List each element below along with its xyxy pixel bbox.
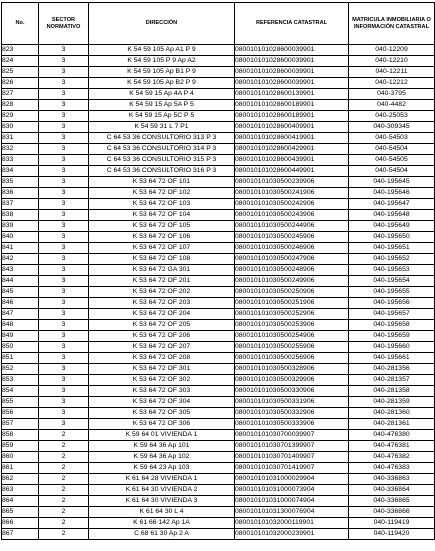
- row-registration: 040-195657: [349, 309, 435, 320]
- row-address: K 61 64 28 VIVIENDA 1: [89, 474, 235, 485]
- row-sector: 3: [39, 353, 89, 364]
- row-registration: 040-195660: [349, 342, 435, 353]
- row-registration: 040-12211: [349, 67, 435, 78]
- row-sector: 3: [39, 309, 89, 320]
- row-address: K 54 59 105 Ap B2 P 9: [89, 78, 235, 89]
- table-row: [2, 298, 435, 309]
- row-registration: 040-281358: [349, 386, 435, 397]
- row-registration: 040-195653: [349, 265, 435, 276]
- row-registration: 040-195652: [349, 254, 435, 265]
- table-row: [2, 529, 435, 540]
- row-address: C 68 61 30 Ap 2 A: [89, 529, 235, 540]
- row-cadastral-ref: 080010101030500251906: [235, 298, 349, 309]
- row-registration: 040-336864: [349, 485, 435, 496]
- row-registration: 040-119420: [349, 529, 435, 540]
- table-row: [2, 78, 435, 89]
- row-sector: 3: [39, 111, 89, 122]
- table-row: [2, 287, 435, 298]
- row-sector: 3: [39, 78, 89, 89]
- table-row: [2, 221, 435, 232]
- row-number: 824: [2, 56, 39, 67]
- row-sector: 2: [39, 452, 89, 463]
- row-registration: 040-336866: [349, 507, 435, 518]
- row-registration: 040-195655: [349, 287, 435, 298]
- row-address: K 53 64 72 OF 303: [89, 386, 235, 397]
- row-registration: 040-336865: [349, 496, 435, 507]
- row-registration: 040-119419: [349, 518, 435, 529]
- row-registration: 040-195651: [349, 243, 435, 254]
- table-row: [2, 441, 435, 452]
- table-row: [2, 419, 435, 430]
- row-registration: 040-54503: [349, 133, 435, 144]
- row-cadastral-ref: 080010101030701399907: [235, 441, 349, 452]
- row-cadastral-ref: 080010101030500254906: [235, 331, 349, 342]
- row-registration: 040-3795: [349, 89, 435, 100]
- table-row: [2, 496, 435, 507]
- table-row: [2, 320, 435, 331]
- row-address: K 53 64 72 OF 102: [89, 188, 235, 199]
- table-body: [2, 45, 435, 540]
- row-sector: 2: [39, 529, 89, 540]
- row-cadastral-ref: 080010101031000029904: [235, 474, 349, 485]
- row-registration: 040-281361: [349, 419, 435, 430]
- row-registration: 040-336863: [349, 474, 435, 485]
- row-registration: 040-476380: [349, 430, 435, 441]
- row-registration: 040-281359: [349, 397, 435, 408]
- row-sector: 3: [39, 133, 89, 144]
- table-row: [2, 265, 435, 276]
- row-number: 833: [2, 155, 39, 166]
- row-cadastral-ref: 080010101030500328906: [235, 364, 349, 375]
- row-cadastral-ref: 080010101030500253906: [235, 320, 349, 331]
- row-address: K 61 66 142 Ap 1A: [89, 518, 235, 529]
- row-cadastral-ref: 080010101028600039901: [235, 78, 349, 89]
- row-registration: 040-25053: [349, 111, 435, 122]
- table-row: [2, 67, 435, 78]
- row-cadastral-ref: 080010101028600439901: [235, 155, 349, 166]
- row-cadastral-ref: 080010101030500244906: [235, 221, 349, 232]
- row-number: 854: [2, 386, 39, 397]
- row-address: K 53 64 72 OF 104: [89, 210, 235, 221]
- row-address: K 54 59 31 L 7 P1: [89, 122, 235, 133]
- row-registration: 040-12209: [349, 45, 435, 56]
- row-number: 852: [2, 364, 39, 375]
- row-number: 823: [2, 45, 39, 56]
- row-address: K 54 59 105 P 9 Ap A2: [89, 56, 235, 67]
- table-row: [2, 166, 435, 177]
- row-cadastral-ref: 080010101030500247906: [235, 254, 349, 265]
- table-row: [2, 518, 435, 529]
- row-sector: 3: [39, 276, 89, 287]
- row-address: K 53 64 72 OF 305: [89, 408, 235, 419]
- row-registration: 040-54504: [349, 144, 435, 155]
- row-number: 841: [2, 243, 39, 254]
- row-cadastral-ref: 080010101030500256906: [235, 353, 349, 364]
- row-number: 853: [2, 375, 39, 386]
- table-row: [2, 133, 435, 144]
- table-row: [2, 375, 435, 386]
- table-row: [2, 276, 435, 287]
- row-address: K 53 64 72 OF 108: [89, 254, 235, 265]
- row-sector: 3: [39, 122, 89, 133]
- row-sector: 3: [39, 331, 89, 342]
- row-cadastral-ref: 080010101030500252906: [235, 309, 349, 320]
- header-sector: SECTOR NORMATIVO: [39, 3, 89, 45]
- table-row: [2, 155, 435, 166]
- row-sector: 3: [39, 166, 89, 177]
- row-number: 866: [2, 518, 39, 529]
- header-matricula: MATRICULA INMOBILIARIA O INFORMACIÓN CATASTRAL: [349, 3, 435, 45]
- row-cadastral-ref: 080010101030500242906: [235, 199, 349, 210]
- row-number: 839: [2, 221, 39, 232]
- row-cadastral-ref: 080010101032000239901: [235, 529, 349, 540]
- row-cadastral-ref: 080010101028600449901: [235, 166, 349, 177]
- row-cadastral-ref: 080010101030500330906: [235, 386, 349, 397]
- row-registration: 040-195647: [349, 199, 435, 210]
- row-address: K 61 64 30 VIVIENDA 2: [89, 485, 235, 496]
- row-sector: 3: [39, 386, 89, 397]
- table-row: [2, 463, 435, 474]
- table-row: [2, 309, 435, 320]
- row-cadastral-ref: 080010101030500250906: [235, 287, 349, 298]
- row-number: 865: [2, 507, 39, 518]
- table-row: [2, 45, 435, 56]
- row-cadastral-ref: 080010101030500332906: [235, 408, 349, 419]
- row-number: 857: [2, 419, 39, 430]
- row-address: K 53 64 72 GA 301: [89, 265, 235, 276]
- table-row: [2, 474, 435, 485]
- table-row: [2, 408, 435, 419]
- row-registration: 040-195654: [349, 276, 435, 287]
- row-registration: 040-195656: [349, 298, 435, 309]
- row-cadastral-ref: 080010101030500333906: [235, 419, 349, 430]
- row-address: K 53 64 72 OF 106: [89, 232, 235, 243]
- row-sector: 3: [39, 210, 89, 221]
- row-address: K 59 64 01 VIVIENDA 1: [89, 430, 235, 441]
- row-cadastral-ref: 080010101028600189901: [235, 100, 349, 111]
- row-address: C 64 53 36 CONSULTORIO 315 P 3: [89, 155, 235, 166]
- row-number: 861: [2, 463, 39, 474]
- row-number: 856: [2, 408, 39, 419]
- row-sector: 3: [39, 155, 89, 166]
- row-sector: 3: [39, 232, 89, 243]
- row-sector: 2: [39, 496, 89, 507]
- row-number: 850: [2, 342, 39, 353]
- row-registration: 040-195658: [349, 320, 435, 331]
- row-sector: 2: [39, 463, 89, 474]
- row-sector: 3: [39, 254, 89, 265]
- row-cadastral-ref: 080010101028600419901: [235, 133, 349, 144]
- row-registration: 040-476382: [349, 452, 435, 463]
- row-number: 826: [2, 78, 39, 89]
- row-sector: 3: [39, 408, 89, 419]
- row-cadastral-ref: 080010101030500331906: [235, 397, 349, 408]
- row-address: K 61 64 30 L 4: [89, 507, 235, 518]
- row-cadastral-ref: 080010101030500329906: [235, 375, 349, 386]
- row-cadastral-ref: 080010101030700039907: [235, 430, 349, 441]
- table-row: [2, 364, 435, 375]
- row-registration: 040-195659: [349, 331, 435, 342]
- row-cadastral-ref: 080010101031000073904: [235, 485, 349, 496]
- row-sector: 3: [39, 342, 89, 353]
- row-address: K 53 64 72 OF 205: [89, 320, 235, 331]
- table-row: [2, 353, 435, 364]
- row-number: 828: [2, 100, 39, 111]
- row-address: K 53 64 72 OF 207: [89, 342, 235, 353]
- row-address: C 64 53 36 CONSULTORIO 314 P 3: [89, 144, 235, 155]
- row-number: 840: [2, 232, 39, 243]
- row-number: 838: [2, 210, 39, 221]
- row-registration: 040-195648: [349, 210, 435, 221]
- row-number: 825: [2, 67, 39, 78]
- row-number: 836: [2, 188, 39, 199]
- row-number: 855: [2, 397, 39, 408]
- table-row: [2, 232, 435, 243]
- row-cadastral-ref: 080010101030701409907: [235, 452, 349, 463]
- header-row: [2, 3, 435, 45]
- row-cadastral-ref: 080010101030500239906: [235, 177, 349, 188]
- row-address: K 53 64 72 OF 302: [89, 375, 235, 386]
- row-cadastral-ref: 080010101030500241906: [235, 188, 349, 199]
- row-number: 863: [2, 485, 39, 496]
- row-cadastral-ref: 080010101031000074904: [235, 496, 349, 507]
- row-sector: 3: [39, 89, 89, 100]
- row-registration: 040-309345: [349, 122, 435, 133]
- row-cadastral-ref: 080010101030500243906: [235, 210, 349, 221]
- row-registration: 040-476383: [349, 463, 435, 474]
- row-sector: 3: [39, 298, 89, 309]
- table-row: [2, 430, 435, 441]
- row-sector: 2: [39, 485, 89, 496]
- row-cadastral-ref: 080010101028600409901: [235, 122, 349, 133]
- row-registration: 040-281356: [349, 364, 435, 375]
- row-cadastral-ref: 080010101028600039901: [235, 67, 349, 78]
- row-number: 849: [2, 331, 39, 342]
- row-number: 830: [2, 122, 39, 133]
- row-number: 864: [2, 496, 39, 507]
- row-registration: 040-4482: [349, 100, 435, 111]
- row-address: K 53 64 72 OF 201: [89, 276, 235, 287]
- row-cadastral-ref: 080010101028600189901: [235, 111, 349, 122]
- header-no: No.: [2, 3, 39, 45]
- row-cadastral-ref: 080010101030701419907: [235, 463, 349, 474]
- row-address: K 61 64 30 VIVIENDA 3: [89, 496, 235, 507]
- table-row: [2, 386, 435, 397]
- row-number: 831: [2, 133, 39, 144]
- row-sector: 3: [39, 100, 89, 111]
- row-sector: 3: [39, 188, 89, 199]
- row-sector: 2: [39, 518, 89, 529]
- row-address: K 53 64 72 OF 301: [89, 364, 235, 375]
- row-number: 837: [2, 199, 39, 210]
- row-cadastral-ref: 080010101030500246906: [235, 243, 349, 254]
- row-number: 846: [2, 298, 39, 309]
- row-sector: 3: [39, 287, 89, 298]
- row-sector: 3: [39, 45, 89, 56]
- row-sector: 3: [39, 144, 89, 155]
- table-row: [2, 254, 435, 265]
- table-row: [2, 331, 435, 342]
- row-cadastral-ref: 080010101028600139901: [235, 89, 349, 100]
- table-row: [2, 177, 435, 188]
- row-sector: 2: [39, 474, 89, 485]
- row-registration: 040-12212: [349, 78, 435, 89]
- row-address: K 53 64 72 OF 103: [89, 199, 235, 210]
- row-number: 862: [2, 474, 39, 485]
- row-number: 848: [2, 320, 39, 331]
- row-number: 847: [2, 309, 39, 320]
- table-row: [2, 397, 435, 408]
- row-sector: 2: [39, 430, 89, 441]
- table-row: [2, 507, 435, 518]
- table-row: [2, 100, 435, 111]
- row-registration: 040-195661: [349, 353, 435, 364]
- row-sector: 3: [39, 177, 89, 188]
- row-cadastral-ref: 080010101028600429901: [235, 144, 349, 155]
- row-registration: 040-476381: [349, 441, 435, 452]
- row-sector: 3: [39, 419, 89, 430]
- row-number: 860: [2, 452, 39, 463]
- row-number: 834: [2, 166, 39, 177]
- row-sector: 3: [39, 265, 89, 276]
- row-sector: 3: [39, 364, 89, 375]
- row-address: K 53 64 72 OF 204: [89, 309, 235, 320]
- row-address: C 64 53 36 CONSULTORIO 316 P 3: [89, 166, 235, 177]
- table-row: [2, 199, 435, 210]
- row-address: K 54 59 105 Ap B1 P 9: [89, 67, 235, 78]
- row-address: C 64 53 36 CONSULTORIO 313 P 3: [89, 133, 235, 144]
- row-number: 829: [2, 111, 39, 122]
- row-number: 842: [2, 254, 39, 265]
- row-registration: 040-12210: [349, 56, 435, 67]
- row-registration: 040-281360: [349, 408, 435, 419]
- row-registration: 040-195646: [349, 188, 435, 199]
- row-address: K 54 59 15 Ap 4A P 4: [89, 89, 235, 100]
- row-cadastral-ref: 080010101028600039901: [235, 45, 349, 56]
- row-sector: 3: [39, 243, 89, 254]
- row-number: 851: [2, 353, 39, 364]
- table-row: [2, 485, 435, 496]
- row-address: K 53 64 72 OF 206: [89, 331, 235, 342]
- table-row: [2, 243, 435, 254]
- table-row: [2, 56, 435, 67]
- row-address: K 53 64 72 OF 202: [89, 287, 235, 298]
- row-cadastral-ref: 080010101030500255906: [235, 342, 349, 353]
- row-sector: 3: [39, 221, 89, 232]
- table-row: [2, 122, 435, 133]
- row-sector: 3: [39, 320, 89, 331]
- row-cadastral-ref: 080010101031300076904: [235, 507, 349, 518]
- row-registration: 040-195649: [349, 221, 435, 232]
- row-address: K 53 64 72 OF 203: [89, 298, 235, 309]
- row-address: K 59 64 36 Ap 101: [89, 441, 235, 452]
- row-number: 859: [2, 441, 39, 452]
- row-sector: 3: [39, 67, 89, 78]
- table-row: [2, 144, 435, 155]
- row-registration: 040-54504: [349, 166, 435, 177]
- row-cadastral-ref: 080010101030500249906: [235, 276, 349, 287]
- row-number: 844: [2, 276, 39, 287]
- header-referencia: REFERENCIA CATASTRAL: [235, 3, 349, 45]
- row-address: K 54 59 105 Ap A1 P 9: [89, 45, 235, 56]
- row-registration: 040-195650: [349, 232, 435, 243]
- row-address: K 53 64 72 OF 208: [89, 353, 235, 364]
- row-registration: 040-281357: [349, 375, 435, 386]
- row-number: 835: [2, 177, 39, 188]
- row-address: K 53 64 72 OF 306: [89, 419, 235, 430]
- table-row: [2, 188, 435, 199]
- table-row: [2, 210, 435, 221]
- row-registration: 040-195645: [349, 177, 435, 188]
- row-number: 827: [2, 89, 39, 100]
- row-address: K 54 59 15 Ap 5A P 5: [89, 100, 235, 111]
- row-number: 843: [2, 265, 39, 276]
- row-cadastral-ref: 080010101032000119901: [235, 518, 349, 529]
- row-address: K 59 64 23 Ap 103: [89, 463, 235, 474]
- row-address: K 53 64 72 OF 304: [89, 397, 235, 408]
- row-sector: 3: [39, 397, 89, 408]
- row-registration: 040-54505: [349, 155, 435, 166]
- row-number: 845: [2, 287, 39, 298]
- cadastral-registry-table: [1, 2, 435, 540]
- row-address: K 53 64 72 OF 107: [89, 243, 235, 254]
- row-address: K 53 64 72 OF 105: [89, 221, 235, 232]
- table-row: [2, 452, 435, 463]
- table-row: [2, 89, 435, 100]
- row-number: 867: [2, 529, 39, 540]
- row-address: K 59 64 36 Ap 102: [89, 452, 235, 463]
- row-cadastral-ref: 080010101030500248906: [235, 265, 349, 276]
- header-direccion: DIRECCIÓN: [89, 3, 235, 45]
- row-sector: 2: [39, 507, 89, 518]
- row-cadastral-ref: 080010101028600039901: [235, 56, 349, 67]
- row-address: K 53 64 72 OF 101: [89, 177, 235, 188]
- row-sector: 2: [39, 441, 89, 452]
- row-sector: 3: [39, 375, 89, 386]
- row-number: 858: [2, 430, 39, 441]
- row-number: 832: [2, 144, 39, 155]
- table-row: [2, 111, 435, 122]
- row-sector: 3: [39, 199, 89, 210]
- row-cadastral-ref: 080010101030500245906: [235, 232, 349, 243]
- table-row: [2, 342, 435, 353]
- row-sector: 3: [39, 56, 89, 67]
- row-address: K 54 59 15 Ap 5C P 5: [89, 111, 235, 122]
